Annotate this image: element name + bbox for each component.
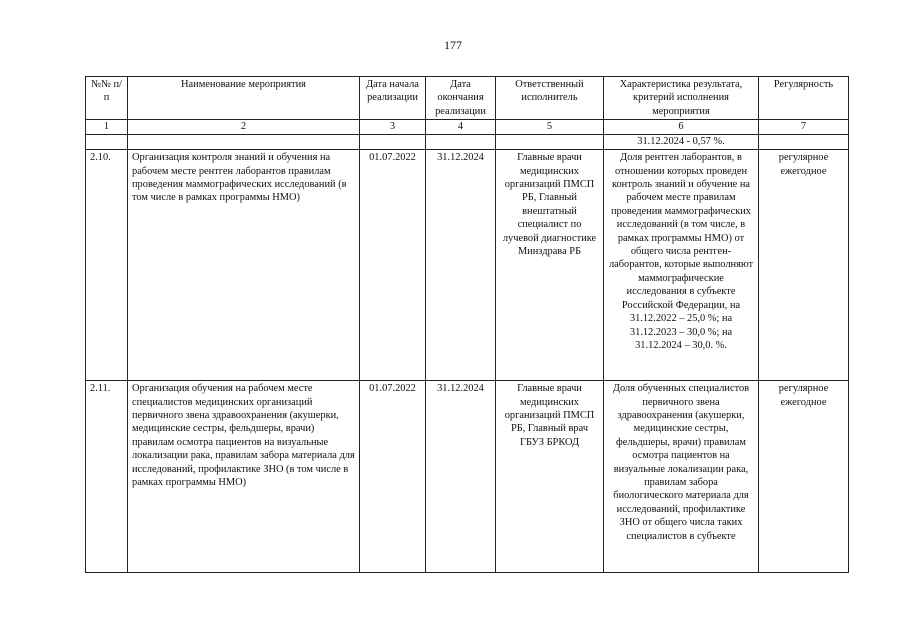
start-date: 01.07.2022: [360, 150, 426, 381]
column-number: 4: [426, 120, 496, 135]
responsible: Главные врачи медицинских организаций ПМСП РБ, Главный внештатный специалист по лучевой диагностике Минздрава РБ: [496, 150, 604, 381]
column-number: 3: [360, 120, 426, 135]
activity-name: Организация обучения на рабочем месте специалистов медицинских организаций первичного звена здравоохранения (акушерки, медицинские сестры, фельдшеры, врачи) правилам осмотра пациентов на визуальные локализации рака, правилам забора материала для исследований, профилактике ЗНО (в том числе в рамках программы НМО): [128, 381, 360, 573]
result-criteria: Доля обученных специалистов первичного звена здравоохранения (акушерки, медицинские сестры, фельдшеры, врачи) правилам осмотра пациентов на визуальные локализации рака, правилам забора биологического материала для исследований, профилактике ЗНО от общего числа таких специалистов в субъекте: [604, 381, 759, 573]
table-header-row: [86, 77, 849, 120]
responsible: Главные врачи медицинских организаций ПМСП РБ, Главный врач ГБУЗ БРКОД: [496, 381, 604, 573]
row-number: 2.10.: [86, 150, 128, 381]
header-start-date: Дата начала реализации: [360, 77, 426, 120]
header-result: Характеристика результата, критерий исполнения мероприятия: [604, 77, 759, 120]
continuation-row: [86, 135, 849, 150]
table-row: [86, 150, 849, 381]
header-end-date: Дата окончания реализации: [426, 77, 496, 120]
continuation-text: 31.12.2024 - 0,57 %.: [604, 135, 759, 150]
header-responsible: Ответственный исполнитель: [496, 77, 604, 120]
end-date: 31.12.2024: [426, 381, 496, 573]
header-number: №№ п/п: [86, 77, 128, 120]
regularity: регулярное ежегодное: [759, 150, 849, 381]
table-row: [86, 381, 849, 573]
regularity: регулярное ежегодное: [759, 381, 849, 573]
page-number: 177: [444, 38, 462, 52]
column-number: 6: [604, 120, 759, 135]
column-number: 5: [496, 120, 604, 135]
activity-name: Организация контроля знаний и обучения на рабочем месте рентген лаборантов правилам проведения маммографических исследований (в том числе в рамках программы НМО): [128, 150, 360, 381]
column-number: 1: [86, 120, 128, 135]
start-date: 01.07.2022: [360, 381, 426, 573]
result-criteria: Доля рентген лаборантов, в отношении которых проведен контроль знаний и обучение на рабочем месте правилам проведения маммографических исследований (в том числе, в рамках программы НМО) от общего числа рентген-лаборантов, которые выполняют маммографические исследования в субъекте Российской Федерации, на 31.12.2022 – 25,0 %; на 31.12.2023 – 30,0 %; на 31.12.2024 – 30,0. %.: [604, 150, 759, 381]
header-regularity: Регулярность: [759, 77, 849, 120]
row-number: 2.11.: [86, 381, 128, 573]
column-number-row: [86, 120, 849, 135]
end-date: 31.12.2024: [426, 150, 496, 381]
activities-table: [85, 76, 849, 573]
header-activity-name: Наименование мероприятия: [128, 77, 360, 120]
column-number: 2: [128, 120, 360, 135]
column-number: 7: [759, 120, 849, 135]
